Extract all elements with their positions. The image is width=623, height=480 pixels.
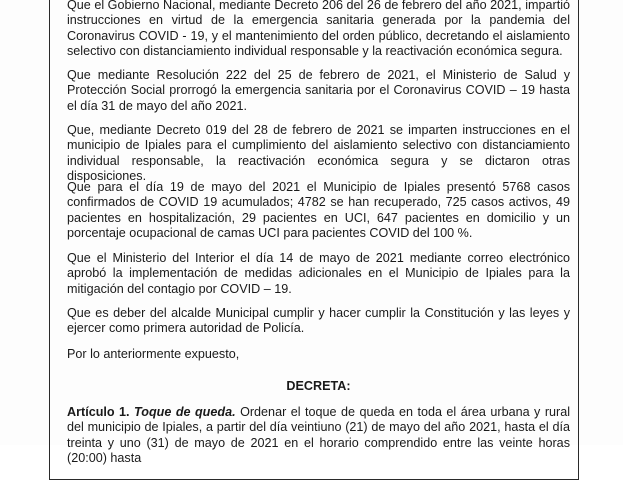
paragraph-casos-covid: Que para el día 19 de mayo del 2021 el Municipio de Ipiales presentó 5768 casos confirmados de COVID 19 acumulados; 4782 se han recuperado, 725 casos activos, 49 pacientes en hospitalización, 29 pacientes en UCI, 647 pacientes en domicilio y un porcentaje ocupacional de camas UCI para pacientes COVID del 100 %. [67, 180, 570, 240]
decreta-heading: DECRETA: [286, 379, 351, 393]
article-label: Artículo 1. [67, 405, 130, 419]
paragraph-resolucion-222: Que mediante Resolución 222 del 25 de febrero de 2021, el Ministerio de Salud y Protección Social prorrogó la emergencia sanitaria por el Coronavirus COVID – 19 hasta el día 31 de mayo del año 2021. [67, 68, 570, 113]
paragraph-ministerio-interior: Que el Ministerio del Interior el día 14 de mayo de 2021 mediante correo electrónico aprobó la implementación de medidas adicionales en el Municipio de Ipiales para la mitigación del contagio por COVID – 19. [67, 251, 570, 296]
paragraph-deber-alcalde: Que es deber del alcalde Municipal cumplir y hacer cumplir la Constitución y las leyes y ejercer como primera autoridad de Policía. [67, 306, 570, 336]
article-1 [67, 405, 570, 466]
article-text: Ordenar el toque de queda en toda el área urbana y rural del municipio de Ipiales, a partir del día veintiuno (21) de mayo del año 2021, hasta el día treinta y uno (31) de mayo de 2021 en el horario comprendido entre las veinte horas (20:00) hasta [67, 405, 571, 465]
paragraph-decreto-019: Que, mediante Decreto 019 del 28 de febrero de 2021 se imparten instrucciones en el municipio de Ipiales para el cumplimiento del aislamiento selectivo con distanciamiento individual responsable, la reactivación económica segura y se dictaron otras disposiciones. [67, 123, 570, 183]
article-title: Toque de queda. [134, 405, 236, 419]
paragraph-expuesto: Por lo anteriormente expuesto, [67, 347, 240, 361]
paragraph-decreto-206: Que el Gobierno Nacional, mediante Decreto 206 del 26 de febrero del año 2021, impartió instrucciones en virtud de la emergencia sanitaria generada por la pandemia del Coronavirus COVID - 19, y el mantenimiento del orden público, decretando el aislamiento selectivo con distanciamiento individual responsable y la reactivación económica segura. [67, 0, 570, 58]
